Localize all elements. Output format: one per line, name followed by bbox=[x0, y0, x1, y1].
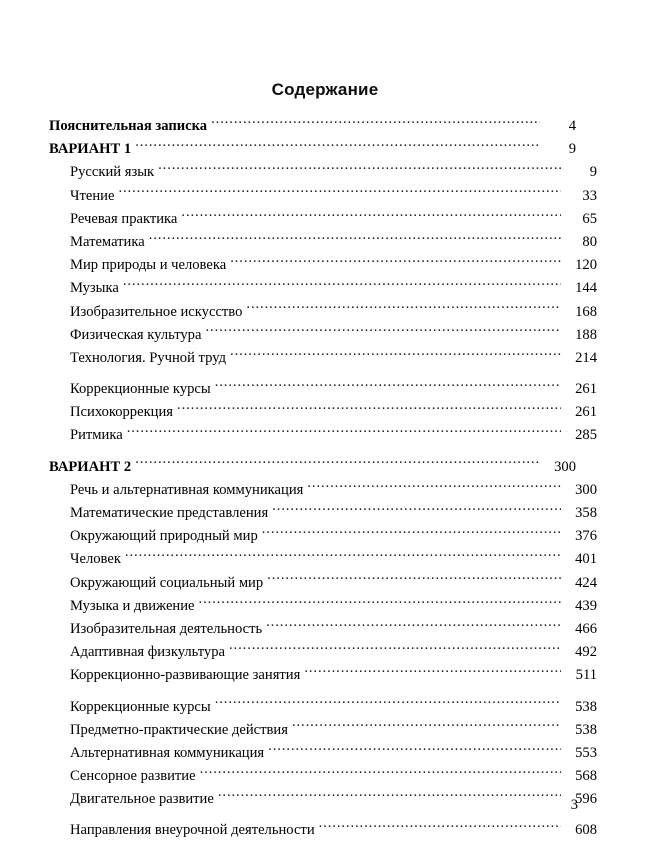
toc-entry[interactable] bbox=[49, 479, 597, 502]
toc-entry-page-number: 9 bbox=[589, 164, 597, 181]
toc-entry-page-number: 144 bbox=[575, 280, 597, 297]
toc-dot-leader bbox=[127, 425, 561, 439]
toc-entry-page-number: 65 bbox=[582, 210, 597, 227]
toc-dot-leader bbox=[292, 720, 561, 734]
toc-dot-leader bbox=[267, 573, 561, 587]
toc-entry[interactable] bbox=[49, 138, 576, 161]
toc-entry-page-number: 188 bbox=[575, 326, 597, 343]
toc-entry[interactable] bbox=[49, 641, 597, 664]
toc-dot-leader bbox=[177, 402, 561, 416]
toc-dot-leader bbox=[230, 255, 561, 269]
toc-entry[interactable] bbox=[49, 378, 597, 401]
toc-dot-leader bbox=[135, 457, 540, 471]
toc-entry[interactable] bbox=[49, 277, 597, 300]
toc-entry-label: Физическая культура bbox=[70, 326, 202, 343]
toc-entry[interactable] bbox=[49, 572, 597, 595]
toc-dot-leader bbox=[266, 619, 561, 633]
toc-entry-label: Ритмика bbox=[70, 427, 123, 444]
toc-dot-leader bbox=[135, 139, 540, 153]
toc-entry-label: Коррекционно-развивающие занятия bbox=[70, 667, 301, 684]
toc-entry-page-number: 492 bbox=[575, 644, 597, 661]
table-of-contents-list bbox=[49, 115, 597, 843]
toc-entry[interactable] bbox=[49, 548, 597, 571]
toc-entry-page-number: 300 bbox=[554, 458, 576, 475]
toc-entry-page-number: 261 bbox=[575, 381, 597, 398]
toc-entry-label: Предметно-практические действия bbox=[70, 721, 288, 738]
toc-entry[interactable] bbox=[49, 185, 597, 208]
toc-dot-leader bbox=[246, 302, 561, 316]
toc-entry-label: Двигательное развитие bbox=[70, 791, 214, 808]
toc-entry-label: Окружающий социальный мир bbox=[70, 574, 264, 591]
toc-entry[interactable] bbox=[49, 618, 597, 641]
toc-entry-label: Окружающий природный мир bbox=[70, 528, 258, 545]
toc-entry-label: Пояснительная записка bbox=[49, 118, 208, 134]
toc-entry[interactable] bbox=[49, 254, 597, 277]
toc-entry-label: Человек bbox=[70, 551, 121, 568]
toc-entry-page-number: 120 bbox=[575, 257, 597, 274]
toc-dot-leader bbox=[215, 379, 561, 393]
toc-entry-page-number: 261 bbox=[575, 404, 597, 421]
toc-entry-page-number: 608 bbox=[575, 822, 597, 839]
toc-dot-leader bbox=[268, 743, 561, 757]
toc-entry[interactable] bbox=[49, 696, 597, 719]
toc-entry-page-number: 4 bbox=[568, 118, 576, 134]
toc-entry[interactable] bbox=[49, 324, 597, 347]
toc-entry-label: Чтение bbox=[70, 187, 115, 204]
toc-entry-label: Музыка и движение bbox=[70, 597, 195, 614]
toc-entry[interactable] bbox=[49, 742, 597, 765]
toc-entry[interactable] bbox=[49, 231, 597, 254]
toc-dot-leader bbox=[181, 209, 561, 223]
toc-entry-label: Математика bbox=[70, 233, 145, 250]
toc-entry-label: ВАРИАНТ 1 bbox=[49, 141, 132, 158]
toc-entry-label: Изобразительная деятельность bbox=[70, 620, 263, 637]
toc-entry[interactable] bbox=[49, 819, 597, 842]
toc-dot-leader bbox=[229, 642, 561, 656]
toc-entry[interactable] bbox=[49, 456, 576, 479]
toc-dot-leader bbox=[211, 116, 540, 130]
toc-dot-leader bbox=[118, 186, 561, 200]
toc-dot-leader bbox=[125, 549, 561, 563]
toc-entry-label: Альтернативная коммуникация bbox=[70, 744, 265, 761]
toc-dot-leader bbox=[230, 348, 561, 362]
toc-entry-page-number: 358 bbox=[575, 505, 597, 521]
toc-entry-label: Коррекционные курсы bbox=[70, 698, 211, 715]
toc-entry-label: Речевая практика bbox=[70, 210, 178, 227]
toc-entry[interactable] bbox=[49, 161, 597, 184]
page-title: Содержание bbox=[271, 80, 379, 99]
toc-entry[interactable] bbox=[49, 525, 597, 548]
toc-entry-label: Направления внеурочной деятельности bbox=[70, 822, 315, 839]
toc-entry-page-number: 80 bbox=[582, 233, 597, 250]
toc-entry-label: Речь и альтернативная коммуникация bbox=[70, 481, 304, 498]
toc-dot-leader bbox=[123, 278, 561, 292]
toc-entry-page-number: 376 bbox=[575, 528, 597, 545]
toc-entry[interactable] bbox=[49, 595, 597, 618]
toc-entry-label: Сенсорное развитие bbox=[70, 768, 196, 785]
toc-entry[interactable] bbox=[49, 719, 597, 742]
toc-entry-page-number: 9 bbox=[568, 141, 576, 158]
toc-entry-label: Математические представления bbox=[70, 505, 269, 521]
toc-dot-leader bbox=[199, 596, 561, 610]
toc-entry-page-number: 553 bbox=[575, 744, 597, 761]
toc-dot-leader bbox=[215, 697, 561, 711]
toc-entry-label: Русский язык bbox=[70, 164, 155, 181]
toc-dot-leader bbox=[262, 526, 561, 540]
toc-entry-page-number: 285 bbox=[575, 427, 597, 444]
toc-entry-label: ВАРИАНТ 2 bbox=[49, 458, 132, 475]
toc-entry[interactable] bbox=[49, 765, 597, 788]
toc-entry-page-number: 214 bbox=[575, 349, 597, 366]
toc-dot-leader bbox=[200, 766, 561, 780]
toc-entry-label: Музыка bbox=[70, 280, 119, 297]
toc-entry[interactable] bbox=[49, 401, 597, 424]
toc-entry-label: Психокоррекция bbox=[70, 404, 174, 421]
toc-entry[interactable] bbox=[49, 115, 576, 138]
toc-entry-page-number: 401 bbox=[575, 551, 597, 568]
toc-entry-label: Технология. Ручной труд bbox=[70, 349, 227, 366]
toc-entry[interactable] bbox=[49, 347, 597, 370]
toc-dot-leader bbox=[304, 665, 561, 679]
page-number-folio: 3 bbox=[570, 797, 578, 813]
toc-entry-label: Изобразительное искусство bbox=[70, 303, 243, 320]
toc-entry-page-number: 300 bbox=[575, 481, 597, 498]
toc-entry-page-number: 168 bbox=[575, 303, 597, 320]
toc-dot-leader bbox=[149, 232, 561, 246]
toc-entry-page-number: 424 bbox=[575, 574, 597, 591]
toc-dot-leader bbox=[307, 480, 561, 494]
toc-entry[interactable] bbox=[49, 301, 597, 324]
toc-entry[interactable] bbox=[49, 424, 597, 447]
toc-dot-leader bbox=[158, 162, 561, 176]
toc-entry-page-number: 33 bbox=[582, 187, 597, 204]
toc-entry-label: Коррекционные курсы bbox=[70, 381, 211, 398]
toc-entry[interactable] bbox=[49, 664, 597, 687]
toc-entry-page-number: 538 bbox=[575, 698, 597, 715]
toc-dot-leader bbox=[319, 820, 561, 834]
toc-entry[interactable] bbox=[49, 208, 597, 231]
toc-entry[interactable] bbox=[49, 502, 597, 525]
toc-entry-page-number: 466 bbox=[575, 620, 597, 637]
toc-entry-label: Мир природы и человека bbox=[70, 257, 227, 274]
toc-entry-page-number: 511 bbox=[575, 667, 597, 684]
toc-entry-page-number: 538 bbox=[575, 721, 597, 738]
toc-entry-page-number: 439 bbox=[575, 597, 597, 614]
toc-dot-leader bbox=[205, 325, 561, 339]
toc-entry-label: Адаптивная физкультура bbox=[70, 644, 225, 661]
toc-dot-leader bbox=[272, 503, 561, 517]
toc-entry-page-number: 568 bbox=[575, 768, 597, 785]
toc-entry-page-number: 596 bbox=[575, 791, 597, 808]
